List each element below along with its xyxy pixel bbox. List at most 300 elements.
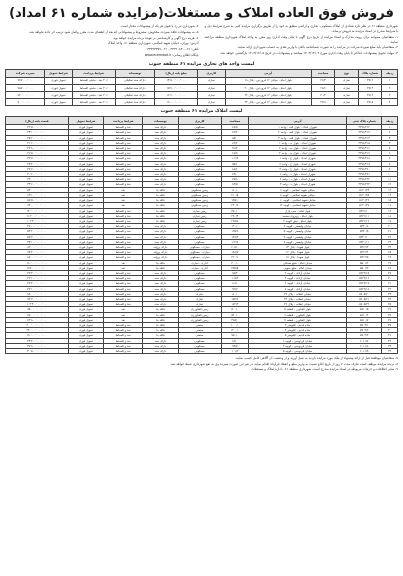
intro-paragraph: ۱- متقاضیان میتوانند برای رویت مدارک و اسناد مزایده از تاریخ درج آگهی تا پایان وقت اداری روز مقرر به واحد املاک شهرداری منطقه مراجعه نمایند.	[204, 34, 398, 44]
table-cell: شهرک امداد - بلوک ج - واحد ۲	[249, 161, 347, 166]
table-cell: ۳۰٬۶۰۰٬۰۰۰٬۰۰۰	[6, 172, 69, 177]
table-cell: ۴۳۷۶/۲۱۴	[347, 135, 382, 140]
column-header: مساحت	[221, 117, 248, 125]
table-cell: ۵۲۰/۰	[221, 312, 248, 317]
intro-paragraph: ۴- شهرداری در رد یا قبول هر یک از پیشنهادات مختار است.	[120, 24, 199, 28]
table-cell: تجاری	[335, 77, 359, 84]
table-cell: فاقد بنا	[143, 307, 178, 312]
table-cell: تحویل فوری	[68, 151, 103, 156]
table-cell: ۳	[382, 135, 398, 140]
table-cell: تجاری	[335, 99, 359, 106]
table-cell: ۳۴٬۶۰۰٬۰۰۰٬۰۰۰	[6, 182, 69, 187]
table-cell: ۹۴/۵	[221, 343, 248, 348]
table-cell: نقد	[104, 265, 143, 270]
table-cell: مسکونی	[178, 234, 221, 239]
table-cell: تحویل فوری	[68, 161, 103, 166]
table-cell: دارای سند	[143, 135, 178, 140]
table-cell: ۷۲٬۰۰۰٬۰۰۰٬۰۰۰	[6, 203, 69, 208]
table-cell: تحویل فوری	[68, 333, 103, 338]
table-cell: فاقد بنا	[143, 218, 178, 223]
table-cell: ۳	[382, 91, 398, 98]
table-cell: مسکونی	[178, 224, 221, 229]
table-cell: ۴۰	[382, 328, 398, 333]
table-cell: ۸	[382, 161, 398, 166]
table-cell: ۱۴۸/۳	[221, 234, 248, 239]
table-cell: ۱۸۰/۰	[221, 187, 248, 192]
table-row	[6, 91, 398, 98]
table-cell: ۵۲۳۱/۱۰	[347, 208, 382, 213]
column-header: نوع	[335, 69, 359, 77]
table-cell: ۶۰۱۱/۸	[347, 343, 382, 348]
table-cell: تحویل فوری	[68, 307, 103, 312]
table-cell: ۵۴۱۲/۴	[347, 250, 382, 255]
table-cell: ۴۲٬۵۰۰٬۰۰۰٬۰۰۰	[6, 156, 69, 161]
table-cell: ۴۹۱۵	[358, 99, 382, 106]
table-cell: شهرک امداد - بلوک الف - واحد ۳	[249, 135, 347, 140]
table-cell: نقد و اقساط	[104, 161, 143, 166]
table-cell: تحویل فوری	[68, 130, 103, 135]
table-cell: ۱۶٬۶۰۰٬۰۰۰٬۰۰۰	[154, 91, 197, 98]
table-cell: دارای سند	[143, 146, 178, 151]
table-cell: نقد و اقساط	[104, 224, 143, 229]
table-cell: ۱۲۰۰/۰	[221, 328, 248, 333]
table-cell: ۳۴٬۱۰۰٬۰۰۰٬۰۰۰	[6, 130, 69, 135]
table-cell: دارای سند	[143, 224, 178, 229]
table-cell: ۳۵	[382, 302, 398, 307]
table-cell: ۱۱۶٬۰۰۰٬۰۰۰٬۰۰۰	[6, 213, 69, 218]
table-cell: تحویل فوری	[68, 166, 103, 171]
table-cell: نقد و اقساط	[104, 177, 143, 182]
table-cell: زمین تجاری	[178, 208, 221, 213]
table-cell: ۳۰/۲	[311, 91, 335, 98]
table-cell: بلوار کشاورز - قطعه ۶	[249, 312, 347, 317]
table-cell: ۵۰۰/۰	[221, 307, 248, 312]
table-cell: فاقد بنا	[143, 317, 178, 322]
table-cell: ۴۵٬۱۰۰٬۰۰۰٬۰۰۰	[6, 239, 69, 244]
table-cell: ۵۷۰۵/۲۰	[347, 291, 382, 296]
table-cell: ۵۴٬۲۰۰٬۰۰۰٬۰۰۰	[6, 229, 69, 234]
table-cell: مسکونی	[178, 281, 221, 286]
table-cell: ۴۳۷۶/۲۲۰	[347, 166, 382, 171]
table-cell: ۳۰٪ نقد - مابقی اقساط	[72, 84, 115, 91]
table-cell: ۵۱۲۰/۴۴	[347, 187, 382, 192]
table-cell: تجاری	[178, 291, 221, 296]
table-cell: دارای سند	[143, 177, 178, 182]
table-cell: نقد و اقساط	[104, 276, 143, 281]
table-cell: ۲	[382, 130, 398, 135]
intro-paragraph: تلفن: ۰۲۱-۳۳۲۲۰۸۳۰ - ۰۲۱-۳۳۳۹۳۳۷۷	[147, 47, 199, 51]
table-cell: ۱۶۹٬۰۰۰٬۰۰۰٬۰۰۰	[6, 265, 69, 270]
table-cell: نقد و اقساط	[104, 343, 143, 348]
table-cell: تحویل فوری	[68, 270, 103, 275]
table-cell: نقد و اقساط	[104, 255, 143, 260]
table-cell: نقد و اقساط	[104, 270, 143, 275]
table-cell: ۴۰٬۵۰۰٬۰۰۰٬۰۰۰	[6, 348, 69, 353]
table-cell: ۱	[382, 77, 398, 84]
table-cell: خیابان ولیعصر - کوچه ۷	[249, 234, 347, 239]
table-cell: ۸۳۰٬۰۰۰٬۰۰۰	[6, 91, 45, 98]
properties-title: لیست املاک مزایده ۶۱ منطقه جنوب	[160, 109, 243, 115]
table-cell: ۴۳۷۶/۲۱۶	[347, 146, 382, 151]
table-cell: تجاری	[178, 302, 221, 307]
table-cell: خیابان انقلاب - پلاک ۳۲	[249, 291, 347, 296]
table-cell: نقد	[104, 198, 143, 203]
table-cell: تجاری	[198, 99, 225, 106]
table-cell: ۱۹۸/۷	[221, 250, 248, 255]
table-cell: نقد و اقساط	[104, 182, 143, 187]
table-cell: بلوار شهدا - پلاک ۱۶	[249, 250, 347, 255]
table-cell: ۵۴٬۰۰۰٬۰۰۰٬۰۰۰	[6, 187, 69, 192]
table-cell: ۳۸	[382, 317, 398, 322]
table-cell: تحویل فوری	[68, 276, 103, 281]
table-cell: تحویل فوری	[68, 348, 103, 353]
table-cell: مسکونی	[178, 270, 221, 275]
table-cell: نقد و اقساط	[104, 229, 143, 234]
properties-table	[5, 116, 398, 354]
table-cell: فاقد بنا	[143, 322, 178, 327]
table-cell: ۱۴۰٬۰۰۰٬۰۰۰٬۰۰۰	[6, 208, 69, 213]
table-cell: ۱۹۰٬۰۰۰٬۰۰۰٬۰۰۰	[6, 333, 69, 338]
table-cell: ۱۹۵/۰	[221, 198, 248, 203]
table-cell: ۱۲	[382, 182, 398, 187]
table-cell: مسکونی	[178, 343, 221, 348]
column-header: سپرده شرکت	[6, 69, 45, 77]
table-cell: نقد و اقساط	[104, 338, 143, 343]
intro-left-column	[5, 24, 199, 59]
table-cell: ۷۲٬۸۰۰٬۰۰۰٬۰۰۰	[6, 317, 69, 322]
table-cell: ۸۲/۳	[221, 130, 248, 135]
table-cell: ۵۳۴۰/۱۰	[347, 234, 382, 239]
table-cell: ۴۳۷۶/۲۱۹	[347, 161, 382, 166]
table-cell: ۴۷٬۲۰۰٬۰۰۰٬۰۰۰	[6, 281, 69, 286]
table-cell: ۱۰۲/۷	[221, 156, 248, 161]
table-cell: ۵۱۲۰/۴۷	[347, 203, 382, 208]
intro-paragraph: ۵- به پیشنهادات فاقد سپرده، مخدوش، مشروط و پیشنهاداتی که بعد از انقضای مدت مقرر واصل شود ترتیب اثر داده نخواهد شد.	[28, 29, 199, 34]
commercial-units-header-row	[6, 69, 398, 77]
table-cell: تحویل فوری	[68, 286, 103, 291]
table-cell: تحویل فوری	[68, 291, 103, 296]
table-cell: نقد و اقساط	[104, 213, 143, 218]
table-cell: شهرک امداد - بلوک د - واحد ۳	[249, 182, 347, 187]
table-cell: ۱۴	[382, 192, 398, 197]
table-cell: تحویل فوری	[68, 192, 103, 197]
table-cell: ۱۶۰/۰	[221, 291, 248, 296]
table-cell: بلوار شهدا - پلاک ۱۸	[249, 255, 347, 260]
table-cell: ۴	[382, 99, 398, 106]
table-cell: تحویل فوری	[68, 265, 103, 270]
table-cell: ۵۱۲۰/۴۵	[347, 192, 382, 197]
table-cell: ۵۸۱۰/۷	[347, 317, 382, 322]
table-cell: ۱۰۵/۲	[221, 276, 248, 281]
table-cell: ۳۲	[382, 286, 398, 291]
table-cell: ۶	[382, 151, 398, 156]
table-cell: ۲۴	[382, 244, 398, 249]
table-cell: جاده قدیم - کیلومتر ۴	[249, 328, 347, 333]
table-cell: خیابان فردوسی - کوچه ۱	[249, 338, 347, 343]
table-cell: بلوار امام - خیابان ۱۲ فروردین - پلاک ۲۲	[225, 91, 311, 98]
table-cell: مسکونی	[178, 130, 221, 135]
table-cell: دارای سند	[143, 291, 178, 296]
table-cell: ۴	[382, 140, 398, 145]
page-title: فروش فوق العاده املاک و مستغلات(مزایده شماره ۶۱ امداد)	[9, 6, 394, 21]
table-cell: میدان امام - ضلع شمالی	[249, 260, 347, 265]
table-cell: مسکونی	[178, 229, 221, 234]
table-cell: ۱۸	[382, 213, 398, 218]
table-cell: مسکونی	[178, 172, 221, 177]
table-cell: ۶۸/۹	[221, 151, 248, 156]
table-cell: تحویل فوری	[68, 317, 103, 322]
table-cell: خیابان آزادی - کوچه ۴	[249, 276, 347, 281]
table-cell: ۱۰۰۰/۰	[221, 322, 248, 327]
table-cell: نقد و اقساط	[104, 234, 143, 239]
table-cell: ۳۱٬۶۰۰٬۰۰۰٬۰۰۰	[6, 140, 69, 145]
table-cell: دارای سند	[143, 130, 178, 135]
table-cell: نقد	[104, 312, 143, 317]
table-cell: مسکونی	[178, 125, 221, 130]
table-cell: خیابان شهید اسلامی - کوچه ۸	[249, 192, 347, 197]
table-cell: نقد	[104, 203, 143, 208]
table-cell: اداری - تجاری	[178, 260, 221, 265]
table-cell: ۴۳۷۶/۲۲۲	[347, 177, 382, 182]
table-cell: ۱۳۵/۶	[221, 229, 248, 234]
column-header: آدرس	[225, 69, 311, 77]
table-cell: ۲۹۰/۴	[221, 213, 248, 218]
table-cell: ۳۰٪ نقد - مابقی اقساط	[72, 91, 115, 98]
table-cell: نقد و اقساط	[104, 130, 143, 135]
table-cell: ۲۹	[382, 270, 398, 275]
table-cell: ۵۶۲۲/۱۶	[347, 276, 382, 281]
table-cell: زمین مسکونی	[178, 187, 221, 192]
table-cell: ۵۳۴۰/۸	[347, 224, 382, 229]
table-cell: تحویل فوری	[68, 260, 103, 265]
table-cell: نقد و اقساط	[104, 244, 143, 249]
table-cell: نقد و اقساط	[104, 302, 143, 307]
table-cell: شهرک امداد - بلوک ب - واحد ۳	[249, 151, 347, 156]
table-cell: تحویل فوری	[68, 203, 103, 208]
table-cell: دارای سند	[143, 125, 178, 130]
commercial-units-title: لیست واحد های تجاری مزایده ۶۱ منطقه جنوب	[148, 61, 255, 67]
column-header: کاربری	[198, 69, 225, 77]
table-cell: مسکونی	[178, 156, 221, 161]
table-cell: ۲۴۰/۲	[221, 203, 248, 208]
table-cell: ۶۰۱۱/۷	[347, 338, 382, 343]
table-cell: ۲۰۵/۰	[221, 244, 248, 249]
table-cell: نقد و اقساط	[104, 140, 143, 145]
table-cell: ۵۶۲۲/۱۵	[347, 270, 382, 275]
table-cell: ۵۸۱۰/۶	[347, 312, 382, 317]
table-cell: صنعتی	[178, 328, 221, 333]
table-cell: دارای سند	[143, 276, 178, 281]
table-cell: فاقد بنا	[143, 203, 178, 208]
footer-paragraph: ۷- متقاضیان موظفند قبل از ارائه پیشنهاد از ملک مورد مزایده بازدید به عمل آورند و از وضعیت آن آگاهی کامل کسب نمایند.	[235, 356, 398, 361]
intro-paragraph: آدرس: تهران، خیابان شهید اسلامی، شهرداری منطقه ۶۱، واحد املاک	[107, 41, 199, 46]
table-cell: ۴۹۱۳	[358, 84, 382, 91]
column-header: آدرس	[249, 117, 347, 125]
table-cell: تحویل فوری	[68, 343, 103, 348]
table-cell: دارای سند	[143, 140, 178, 145]
table-cell: دارای سند	[143, 343, 178, 348]
table-cell: خیابان شهید اسلامی - کوچه ۱۲	[249, 203, 347, 208]
table-cell: ۸۸/۶	[221, 166, 248, 171]
table-cell: مسکونی	[178, 276, 221, 281]
table-cell: نقد	[104, 307, 143, 312]
table-cell: تحویل فوری	[45, 84, 72, 91]
table-cell: ۴۹۱۴	[358, 91, 382, 98]
table-cell: ۱۶	[382, 203, 398, 208]
table-cell: ۳۷٬۸۰۰٬۰۰۰٬۰۰۰	[6, 146, 69, 151]
column-header: شرایط تحویل	[68, 117, 103, 125]
table-cell: تحویل فوری	[45, 77, 72, 84]
table-cell: دارای پروانه	[143, 244, 178, 249]
table-cell: دارای پروانه	[143, 255, 178, 260]
table-cell: ۸۸٬۰۰۰٬۰۰۰٬۰۰۰	[6, 255, 69, 260]
table-cell: دارای سند	[143, 302, 178, 307]
table-cell: ۹۲/۷	[221, 286, 248, 291]
table-cell: فاقد بنا	[143, 198, 178, 203]
table-cell: مسکونی	[178, 140, 221, 145]
table-cell: ۳۹	[382, 322, 398, 327]
table-cell: دارای سند	[143, 281, 178, 286]
table-cell: ۹۰۰٬۰۰۰٬۰۰۰	[6, 99, 45, 106]
table-cell: مسکونی	[178, 182, 221, 187]
table-cell: صنعتی	[178, 322, 221, 327]
intro-paragraph: ۶- هزینه درج آگهی و کارشناسی بر عهده برنده مزایده خواهد بود.	[112, 35, 199, 40]
table-cell: ۵۸٬۵۰۰٬۰۰۰٬۰۰۰	[6, 198, 69, 203]
table-cell: دارای سند	[143, 348, 178, 353]
table-cell: ۱۰	[382, 172, 398, 177]
table-cell: ۹۸/۴	[221, 270, 248, 275]
table-cell: تحویل فوری	[68, 322, 103, 327]
table-cell: شهرک امداد - بلوک الف - واحد ۲	[249, 130, 347, 135]
table-cell: فاقد بنا	[143, 333, 178, 338]
table-cell: ۳۰٪ نقد - مابقی اقساط	[72, 77, 115, 84]
table-cell: ۳۰	[382, 276, 398, 281]
table-cell: دارای سند تفکیکی	[115, 91, 154, 98]
table-cell: ۹۵/۱	[221, 161, 248, 166]
table-cell: ۴۳۷۶/۲۱۲	[347, 125, 382, 130]
table-cell: خیابان آزادی - کوچه ۸	[249, 286, 347, 291]
table-cell: زمین تجاری	[178, 213, 221, 218]
table-cell: ۱۲۰/۰	[221, 224, 248, 229]
properties-header-row	[6, 117, 398, 125]
table-cell: تحویل فوری	[45, 91, 72, 98]
table-row	[6, 348, 398, 353]
table-cell: ۷۵٬۰۰۰٬۰۰۰٬۰۰۰	[6, 307, 69, 312]
table-cell: نقد و اقساط	[104, 135, 143, 140]
table-cell: خیابان فردوسی - کوچه ۵	[249, 348, 347, 353]
table-cell: ۳۱	[382, 281, 398, 286]
table-cell: مسکونی	[178, 151, 221, 156]
table-cell: ۷۸/۵	[221, 125, 248, 130]
footer-paragraph: ۸- برنده مزایده موظف است ظرف مدت ۷ روز از تاریخ ابلاغ نسبت به واریز مبلغ و انعقاد قرارداد اقدام نماید، در غیر این صورت سپرده وی به نفع شهرداری ضبط خواهد شد.	[169, 361, 398, 366]
table-cell: ۵۴۱۲/۳	[347, 244, 382, 249]
table-cell: ۲۶۵/۸	[221, 218, 248, 223]
table-cell: ۱۰۳٬۴۰۰٬۰۰۰٬۰۰۰	[6, 302, 69, 307]
column-header: شماره پلاک ثبتی	[347, 117, 382, 125]
table-cell: تحویل فوری	[68, 224, 103, 229]
table-cell: ۱۹	[382, 218, 398, 223]
table-row	[6, 84, 398, 91]
table-cell: مسکونی	[178, 161, 221, 166]
table-cell: ۸۳/۵	[221, 182, 248, 187]
table-cell: نقد و اقساط	[104, 333, 143, 338]
table-cell: میدان امام - ضلع جنوبی	[249, 265, 347, 270]
table-cell: شهرک امداد - بلوک د - واحد ۱	[249, 172, 347, 177]
table-cell: مسکونی	[178, 338, 221, 343]
table-cell: دارای سند	[143, 166, 178, 171]
table-cell: نقد و اقساط	[104, 281, 143, 286]
intro-right-column	[205, 24, 399, 59]
table-cell: بلوار کشاورز - قطعه ۷	[249, 317, 347, 322]
table-cell: ۶۰۱۱/۹	[347, 348, 382, 353]
table-cell: ۳۴	[382, 296, 398, 301]
intro-paragraph: ۲- متقاضیان باید مبلغ سپرده شرکت در مزایده را به صورت ضمانتنامه بانکی یا واریز نقدی به حساب شهرداری ارائه نمایند.	[237, 45, 398, 50]
table-cell: مسکونی	[178, 166, 221, 171]
table-cell: ۲۸/۶	[311, 84, 335, 91]
table-cell: خیابان انقلاب - پلاک ۳۶	[249, 302, 347, 307]
intro-paragraph: شهرداری منطقه ۶۱ در نظر دارد تعدادی از املاک مسکونی، تجاری و اراضی متعلق به خود را از طریق برگزاری مزایده کتبی به شرح شرایط ذیل و با شرایط مندرج در اسناد مزایده به فروش برساند.	[204, 24, 398, 33]
table-cell: اداری - تجاری	[178, 265, 221, 270]
table-cell: ۲۵	[382, 250, 398, 255]
table-cell: دارای سند	[143, 229, 178, 234]
table-cell: ۴۳۷۶/۲۱۷	[347, 151, 382, 156]
table-cell: جاده قدیم - کیلومتر ۵	[249, 333, 347, 338]
table-cell: ۹۲٬۷۰۰٬۰۰۰٬۰۰۰	[6, 296, 69, 301]
table-cell: ۱۷۲/۳	[221, 302, 248, 307]
table-cell: تحویل فوری	[68, 244, 103, 249]
table-cell: ۱۸٬۰۰۰٬۰۰۰٬۰۰۰	[154, 99, 197, 106]
table-cell: فاقد بنا	[143, 312, 178, 317]
table-cell: ۲۰	[382, 224, 398, 229]
table-cell: ۳۳	[382, 291, 398, 296]
table-cell: خیابان آزادی - کوچه ۲	[249, 270, 347, 275]
table-cell: نقد و اقساط	[104, 348, 143, 353]
intro-paragraph: پایگاه اطلاع رسانی: www.ecemdad.ir	[144, 52, 199, 57]
table-cell: خیابان شهید اسلامی - کوچه ۶	[249, 187, 347, 192]
table-cell: ۱۳	[382, 187, 398, 192]
footer-paragraph: ۹- سایر اطلاعات و جزئیات مربوطه در اسناد مزایده مندرج است. شهرداری منطقه ۶۱ - اداره املاک و مستغلات	[251, 367, 398, 372]
table-cell: دارای سند تفکیکی	[115, 84, 154, 91]
table-cell: نقد و اقساط	[104, 296, 143, 301]
table-cell: زمین تجاری	[178, 218, 221, 223]
table-cell: ۲۱۰/۵	[221, 192, 248, 197]
table-cell: ۵۹۰۳/۱	[347, 322, 382, 327]
table-cell: ۱	[382, 125, 398, 130]
column-header: شرایط پرداخت	[72, 69, 115, 77]
table-cell: ۳۵۰/۰	[221, 208, 248, 213]
table-cell: فاقد بنا	[143, 328, 178, 333]
table-cell: ۱۸۰٬۰۰۰٬۰۰۰٬۰۰۰	[6, 260, 69, 265]
table-cell: تحویل فوری	[68, 187, 103, 192]
table-cell: تحویل فوری	[45, 99, 72, 106]
table-cell: ۷۴/۰	[221, 172, 248, 177]
table-cell: تحویل فوری	[68, 296, 103, 301]
table-cell: دارای سند	[143, 161, 178, 166]
column-header: شماره پلاک	[358, 69, 382, 77]
table-cell: ۵۸۱۰/۵	[347, 307, 382, 312]
table-cell: ۹۶٬۰۰۰٬۰۰۰٬۰۰۰	[6, 291, 69, 296]
table-cell: تحویل فوری	[68, 239, 103, 244]
table-cell: ۴۳۷۶/۲۱۵	[347, 140, 382, 145]
table-cell: بلوار امام - روبروی مسجد	[249, 213, 347, 218]
table-cell: تجاری - مسکونی	[178, 255, 221, 260]
table-cell: ۴۲٬۱۰۰٬۰۰۰٬۰۰۰	[6, 276, 69, 281]
table-cell: ۷۸۵٬۰۰۰٬۰۰۰	[6, 84, 45, 91]
table-cell: تحویل فوری	[68, 135, 103, 140]
table-cell: فاقد بنا	[143, 187, 178, 192]
table-cell: دارای سند	[143, 156, 178, 161]
table-cell: ۲۶	[382, 255, 398, 260]
